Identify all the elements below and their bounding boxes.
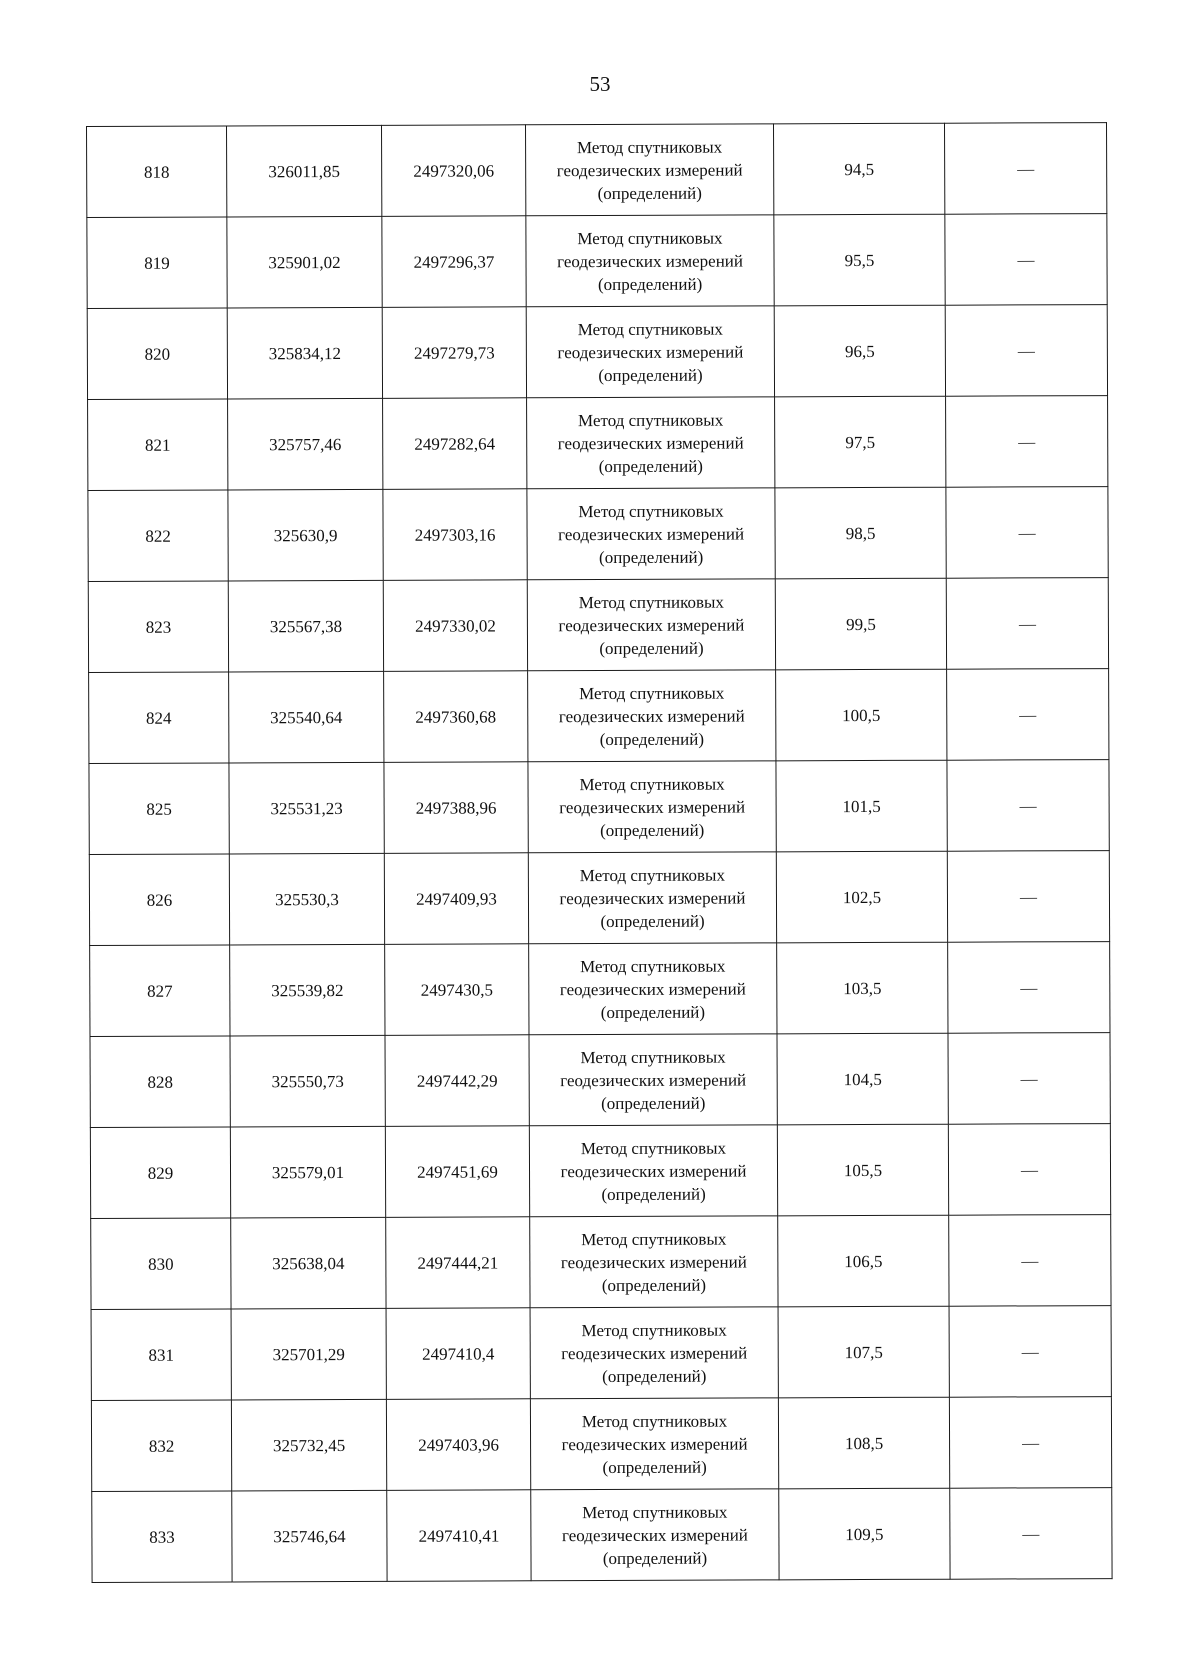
y-coordinate-cell: 2497360,68 <box>384 671 528 763</box>
x-coordinate-cell: 325531,23 <box>229 762 384 854</box>
table-row <box>88 578 1108 673</box>
x-coordinate-cell: 325530,3 <box>229 853 384 945</box>
method-cell: Метод спутниковых геодезических измерений (определений) <box>530 1307 778 1399</box>
point-number-cell: 822 <box>88 490 228 582</box>
method-cell: Метод спутниковых геодезических измерений (определений) <box>529 1034 777 1126</box>
table-row <box>90 1033 1110 1128</box>
x-coordinate-cell: 325638,04 <box>231 1217 386 1309</box>
note-cell: — <box>949 1215 1111 1307</box>
method-cell: Метод спутниковых геодезических измерений (определений) <box>526 215 774 307</box>
x-coordinate-cell: 325834,12 <box>227 307 382 399</box>
table-row <box>91 1215 1111 1310</box>
accuracy-cell: 97,5 <box>775 396 946 488</box>
x-coordinate-cell: 325550,73 <box>230 1035 385 1127</box>
point-number-cell: 824 <box>89 672 229 764</box>
note-cell: — <box>947 669 1109 761</box>
accuracy-cell: 107,5 <box>778 1306 949 1398</box>
accuracy-cell: 99,5 <box>775 578 946 670</box>
note-cell: — <box>945 305 1107 397</box>
y-coordinate-cell: 2497403,96 <box>386 1399 530 1491</box>
accuracy-cell: 103,5 <box>777 942 948 1034</box>
table-row <box>91 1397 1111 1492</box>
accuracy-cell: 101,5 <box>776 760 947 852</box>
y-coordinate-cell: 2497279,73 <box>382 307 526 399</box>
method-cell: Метод спутниковых геодезических измерений (определений) <box>525 124 773 216</box>
x-coordinate-cell: 326011,85 <box>227 125 382 217</box>
note-cell: — <box>946 487 1108 579</box>
point-number-cell: 831 <box>91 1309 231 1401</box>
accuracy-cell: 105,5 <box>777 1124 948 1216</box>
point-number-cell: 819 <box>87 217 227 309</box>
x-coordinate-cell: 325630,9 <box>228 489 383 581</box>
point-number-cell: 828 <box>90 1036 230 1128</box>
note-cell: — <box>948 1124 1110 1216</box>
note-cell: — <box>947 851 1109 943</box>
note-cell: — <box>945 214 1107 306</box>
accuracy-cell: 104,5 <box>777 1033 948 1125</box>
accuracy-cell: 98,5 <box>775 487 946 579</box>
x-coordinate-cell: 325579,01 <box>230 1126 385 1218</box>
method-cell: Метод спутниковых геодезических измерений (определений) <box>527 579 775 671</box>
note-cell: — <box>944 123 1106 215</box>
method-cell: Метод спутниковых геодезических измерений (определений) <box>530 1216 778 1308</box>
page-number: 53 <box>589 72 611 96</box>
accuracy-cell: 109,5 <box>779 1488 950 1580</box>
y-coordinate-cell: 2497442,29 <box>385 1035 529 1127</box>
table-row <box>87 305 1107 400</box>
table-row <box>89 669 1109 764</box>
y-coordinate-cell: 2497430,5 <box>385 944 529 1036</box>
point-number-cell: 830 <box>91 1218 231 1310</box>
point-number-cell: 821 <box>88 399 228 491</box>
x-coordinate-cell: 325732,45 <box>231 1399 386 1491</box>
x-coordinate-cell: 325567,38 <box>228 580 383 672</box>
note-cell: — <box>949 1306 1111 1398</box>
table-row <box>92 1488 1112 1583</box>
point-number-cell: 832 <box>91 1400 231 1492</box>
x-coordinate-cell: 325701,29 <box>231 1308 386 1400</box>
note-cell: — <box>946 396 1108 488</box>
table-row <box>90 942 1110 1037</box>
y-coordinate-cell: 2497388,96 <box>384 762 528 854</box>
note-cell: — <box>950 1488 1112 1580</box>
y-coordinate-cell: 2497451,69 <box>385 1126 529 1218</box>
y-coordinate-cell: 2497330,02 <box>383 580 527 672</box>
point-number-cell: 829 <box>90 1127 230 1219</box>
note-cell: — <box>948 942 1110 1034</box>
method-cell: Метод спутниковых геодезических измерений (определений) <box>529 1125 777 1217</box>
note-cell: — <box>947 760 1109 852</box>
note-cell: — <box>948 1033 1110 1125</box>
table-row <box>87 214 1107 309</box>
x-coordinate-cell: 325757,46 <box>228 398 383 490</box>
method-cell: Метод спутниковых геодезических измерений (определений) <box>528 670 776 762</box>
table-row <box>90 1124 1110 1219</box>
x-coordinate-cell: 325746,64 <box>232 1490 387 1582</box>
method-cell: Метод спутниковых геодезических измерений (определений) <box>530 1398 778 1490</box>
y-coordinate-cell: 2497410,41 <box>387 1490 531 1582</box>
coordinates-table <box>86 122 1113 1583</box>
accuracy-cell: 94,5 <box>773 123 944 215</box>
point-number-cell: 833 <box>92 1491 232 1583</box>
y-coordinate-cell: 2497303,16 <box>383 489 527 581</box>
x-coordinate-cell: 325901,02 <box>227 216 382 308</box>
x-coordinate-cell: 325540,64 <box>229 671 384 763</box>
y-coordinate-cell: 2497409,93 <box>384 853 528 945</box>
accuracy-cell: 100,5 <box>776 669 947 761</box>
table-row <box>89 760 1109 855</box>
accuracy-cell: 102,5 <box>776 851 947 943</box>
accuracy-cell: 95,5 <box>774 214 945 306</box>
table-row <box>88 487 1108 582</box>
method-cell: Метод спутниковых геодезических измерений (определений) <box>527 488 775 580</box>
note-cell: — <box>949 1397 1111 1489</box>
y-coordinate-cell: 2497320,06 <box>381 125 525 217</box>
point-number-cell: 818 <box>87 126 227 218</box>
table-row <box>87 123 1107 218</box>
note-cell: — <box>946 578 1108 670</box>
method-cell: Метод спутниковых геодезических измерений (определений) <box>529 943 777 1035</box>
table-row <box>89 851 1109 946</box>
point-number-cell: 826 <box>89 854 229 946</box>
point-number-cell: 820 <box>87 308 227 400</box>
accuracy-cell: 106,5 <box>778 1215 949 1307</box>
accuracy-cell: 96,5 <box>774 305 945 397</box>
x-coordinate-cell: 325539,82 <box>230 944 385 1036</box>
table-row <box>88 396 1108 491</box>
point-number-cell: 823 <box>88 581 228 673</box>
accuracy-cell: 108,5 <box>778 1397 949 1489</box>
method-cell: Метод спутниковых геодезических измерений (определений) <box>527 397 775 489</box>
point-number-cell: 825 <box>89 763 229 855</box>
y-coordinate-cell: 2497282,64 <box>383 398 527 490</box>
method-cell: Метод спутниковых геодезических измерений (определений) <box>531 1489 779 1581</box>
method-cell: Метод спутниковых геодезических измерений (определений) <box>528 852 776 944</box>
method-cell: Метод спутниковых геодезических измерений (определений) <box>528 761 776 853</box>
y-coordinate-cell: 2497410,4 <box>386 1308 530 1400</box>
y-coordinate-cell: 2497296,37 <box>382 216 526 308</box>
method-cell: Метод спутниковых геодезических измерений (определений) <box>526 306 774 398</box>
table-row <box>91 1306 1111 1401</box>
y-coordinate-cell: 2497444,21 <box>386 1217 530 1309</box>
coordinates-table-body <box>87 123 1113 1583</box>
point-number-cell: 827 <box>90 945 230 1037</box>
